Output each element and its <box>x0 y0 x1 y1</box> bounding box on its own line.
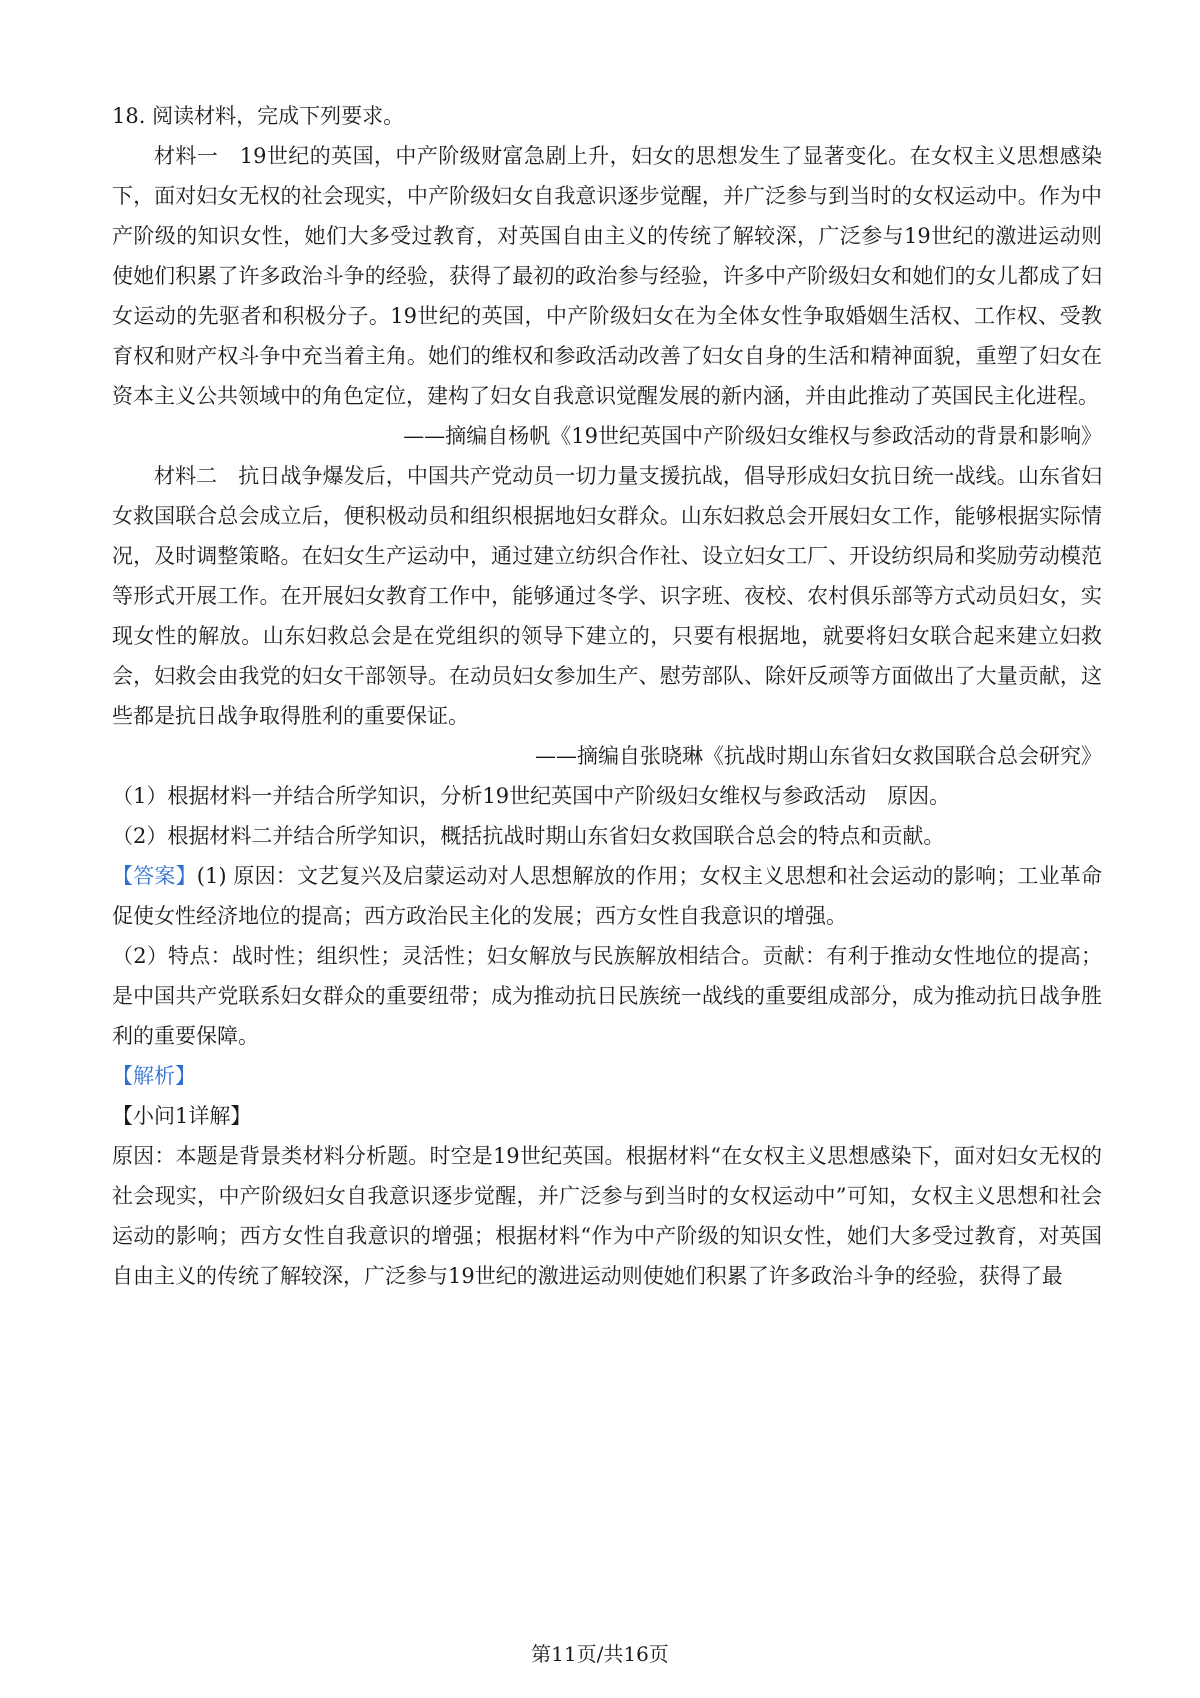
page-footer: 第11页/共16页 <box>531 1642 669 1666</box>
material-two-paragraph <box>112 456 1102 736</box>
answer-part-2: （2）特点：战时性；组织性；灵活性；妇女解放与民族解放相结合。贡献：有利于推动女性地位的提高；是中国共产党联系妇女群众的重要纽带；成为推动抗日民族统一战线的重要组成部分，成为推动抗日战争胜利的重要保障。 <box>112 944 1102 1048</box>
sub-question-1-detail-title: 【小问1详解】 <box>112 1104 252 1128</box>
material-two-text: 抗日战争爆发后，中国共产党动员一切力量支援抗战，倡导形成妇女抗日统一战线。山东省妇女救国联合总会成立后，便积极动员和组织根据地妇女群众。山东妇救总会开展妇女工作，能够根据实际情况，及时调整策略。在妇女生产运动中，通过建立纺织合作社、设立妇女工厂、开设纺织局和奖励劳动模范等形式开展工作。在开展妇女教育工作中，能够通过冬学、识字班、夜校、农村俱乐部等方式动员妇女，实现女性的解放。山东妇救总会是在党组织的领导下建立的，只要有根据地，就要将妇女联合起来建立妇救会，妇救会由我党的妇女干部领导。在动员妇女参加生产、慰劳部队、除奸反顽等方面做出了大量贡献，这些都是抗日战争取得胜利的重要保证。 <box>112 464 1103 728</box>
analysis-label <box>112 1056 1102 1096</box>
analysis-label-text: 【解析】 <box>112 1064 196 1088</box>
material-one-label: 材料一 <box>154 144 219 168</box>
material-one-paragraph <box>112 136 1102 416</box>
material-one-text: 19世纪的英国，中产阶级财富急剧上升，妇女的思想发生了显著变化。在女权主义思想感染下，面对妇女无权的社会现实，中产阶级妇女自我意识逐步觉醒，并广泛参与到当时的女权运动中。作为中产阶级的知识女性，她们大多受过教育，对英国自由主义的传统了解较深，广泛参与19世纪的激进运动则使她们积累了许多政治斗争的经验，获得了最初的政治参与经验，许多中产阶级妇女和她们的女儿都成了妇女运动的先驱者和积极分子。19世纪的英国，中产阶级妇女在为全体女性争取婚姻生活权、工作权、受教育权和财产权斗争中充当着主角。她们的维权和参政活动改善了妇女自身的生活和精神面貌，重塑了妇女在资本主义公共领域中的角色定位，建构了妇女自我意识觉醒发展的新内涵，并由此推动了英国民主化进程。 <box>112 144 1103 408</box>
sub-question-1-detail-text: 原因：本题是背景类材料分析题。时空是19世纪英国。根据材料“在女权主义思想感染下，面对妇女无权的社会现实，中产阶级妇女自我意识逐步觉醒，并广泛参与到当时的女权运动中”可知，女权主义思想和社会运动的影响；西方女性自我意识的增强；根据材料“作为中产阶级的知识女性，她们大多受过教育，对英国自由主义的传统了解较深，广泛参与19世纪的激进运动则使她们积累了许多政治斗争的经验，获得了最 <box>112 1144 1102 1288</box>
answer-part-1-text: (1) 原因：文艺复兴及启蒙运动对人思想解放的作用；女权主义思想和社会运动的影响；工业革命促使女性经济地位的提高；西方政治民主化的发展；西方女性自我意识的增强。 <box>112 864 1102 928</box>
question-title: 18. 阅读材料，完成下列要求。 <box>112 104 405 128</box>
page-content <box>112 96 1102 1296</box>
material-two-label: 材料二 <box>154 464 218 488</box>
material-two-source: ——摘编自张晓琳《抗战时期山东省妇女救国联合总会研究》 <box>535 744 1102 768</box>
material-one-source: ——摘编自杨帆《19世纪英国中产阶级妇女维权与参政活动的背景和影响》 <box>403 424 1102 448</box>
sub-question-2: （2）根据材料二并结合所学知识，概括抗战时期山东省妇女救国联合总会的特点和贡献。 <box>112 824 945 848</box>
sub-question-1: （1）根据材料一并结合所学知识，分析19世纪英国中产阶级妇女维权与参政活动 原因。 <box>112 784 951 808</box>
answer-label: 【答案】 <box>112 864 197 888</box>
answer-part-1 <box>112 856 1102 936</box>
